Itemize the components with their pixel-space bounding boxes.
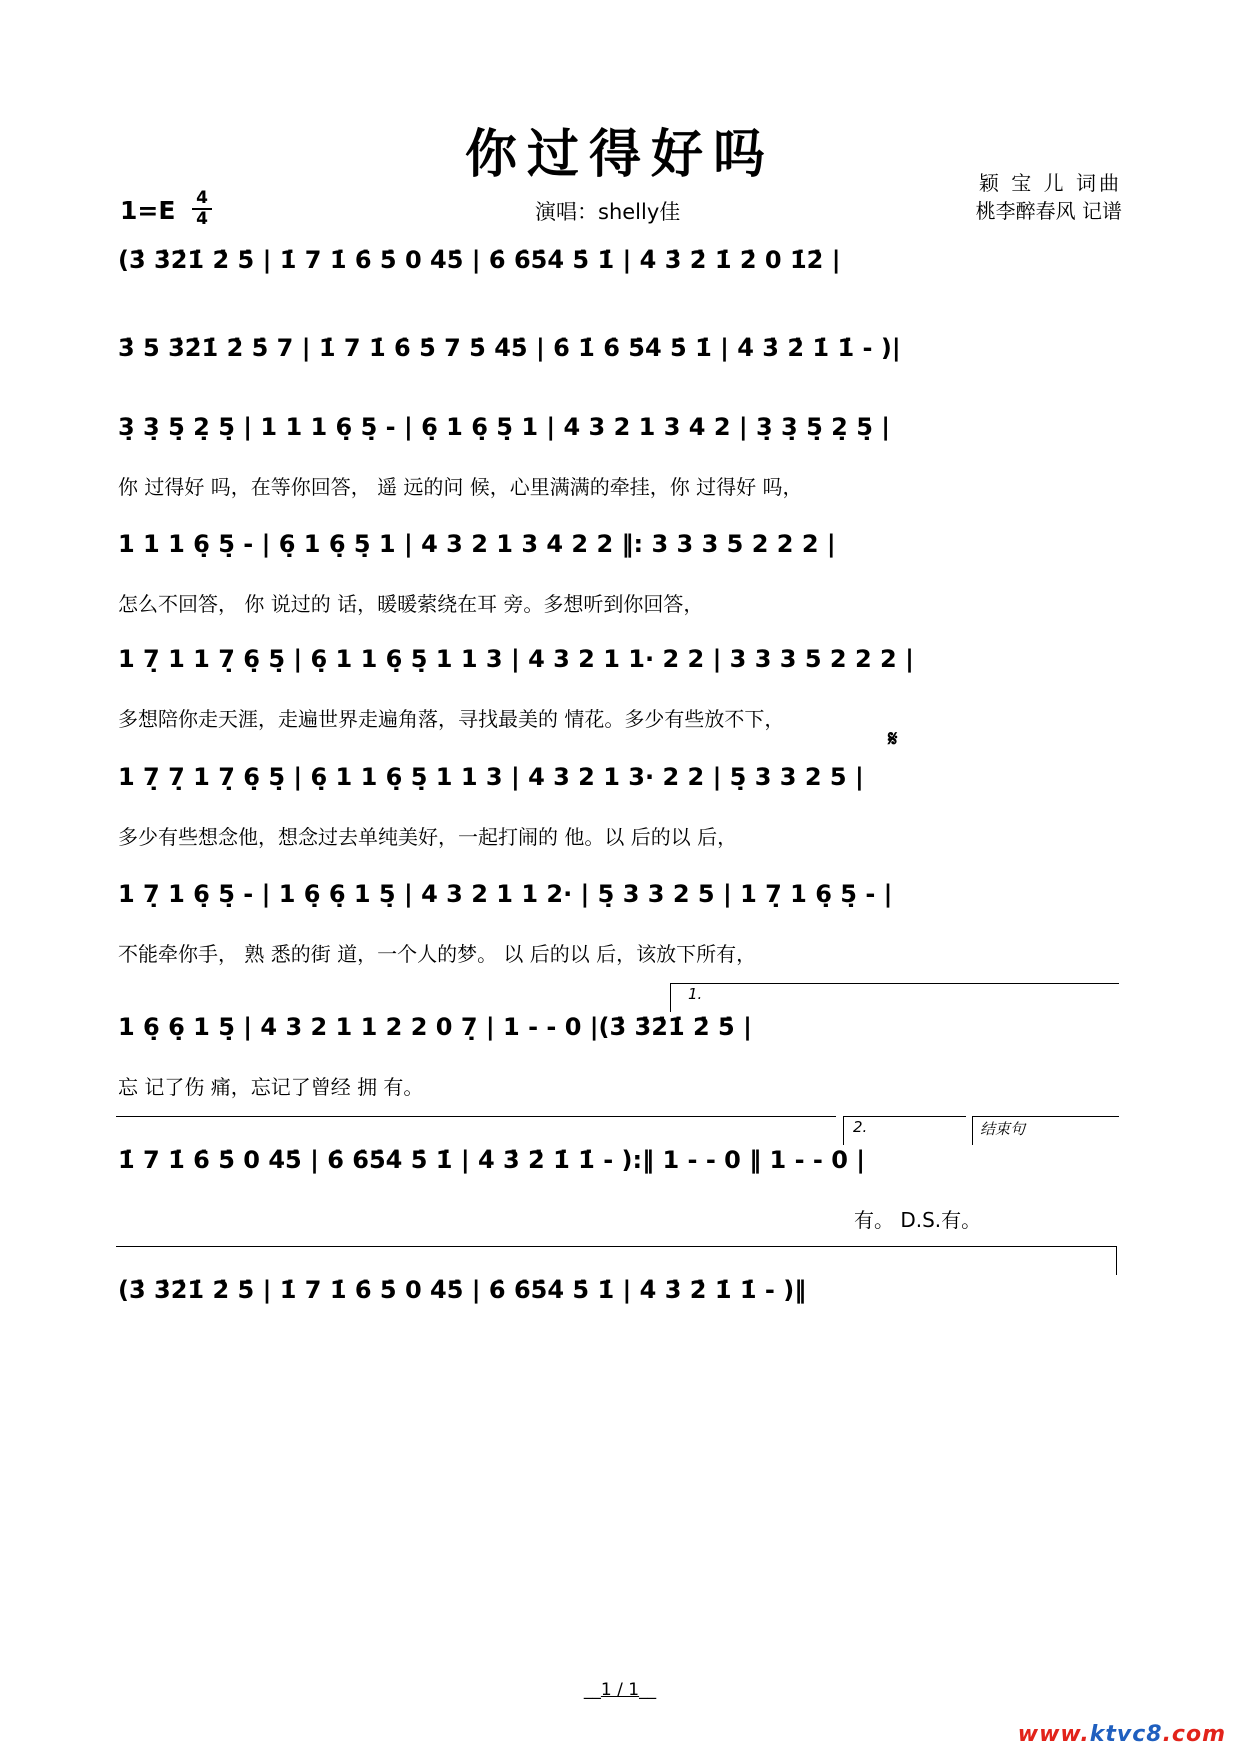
staff-lyrics: 忘 记了伤 痛，忘记了曾经 拥 有。 — [118, 1075, 424, 1099]
staff-notes: 1 1 1 6̣ 5̣ - | 6̣ 1 6̣ 5̣ 1 | 4 3 2 1 3 4 2 2 ‖: 3 3 3 5 2 2 2 | — [118, 530, 836, 558]
segno-sign: 𝄋 — [888, 727, 898, 752]
meter-top: 4 — [196, 188, 208, 208]
coda-bracket — [116, 1246, 1117, 1275]
volta-continuation — [116, 1116, 836, 1145]
staff-lyrics: 有。 D.S.有。 — [854, 1208, 982, 1232]
staff-notes: 3̣ 3̣ 5̣ 2̣ 5̣ | 1 1 1 6̣ 5̣ - | 6̣ 1 6̣ 5̣ 1 | 4 3 2 1 3 4 2 | 3̣ 3̣ 5̣ 2̣ 5̣ | — [118, 413, 891, 441]
staff-lyrics: 你 过得好 吗，在等你回答， 遥 远的问 候，心里满满的牵挂，你 过得好 吗， — [118, 475, 803, 499]
staff-notes: 1 7̣ 1 1 7̣ 6̣ 5̣ | 6̣ 1 1 6̣ 5̣ 1 1 3 | 4 3 2 1 1· 2 2 | 3 3 3 5 2 2 2 | — [118, 645, 914, 673]
volta-label-2: 2. — [853, 1118, 868, 1136]
staff-lyrics: 多想陪你走天涯，走遍世界走遍角落，寻找最美的 情花。多少有些放不下， — [118, 707, 785, 731]
composer-credit: 颖 宝 儿 词曲 — [978, 171, 1122, 195]
watermark-brand: ktvc8 — [1089, 1722, 1163, 1747]
staff-notes: 1 7̣ 7̣ 1 7̣ 6̣ 5̣ | 6̣ 1 1 6̣ 5̣ 1 1 3 | 4 3 2 1 3· 2 2 | 5̣ 3 3 2 5 | — [118, 763, 864, 791]
staff-lyrics: 多少有些想念他，想念过去单纯美好，一起打闹的 他。以 后的以 后， — [118, 825, 738, 849]
staff-lyrics: 不能牵你手， 熟 悉的街 道，一个人的梦。 以 后的以 后，该放下所有， — [118, 942, 757, 966]
site-watermark — [1018, 1722, 1226, 1747]
page-number-text: 1 / 1 — [600, 1680, 640, 1700]
watermark-prefix: www. — [1017, 1722, 1090, 1747]
volta-label-1: 1. — [688, 985, 703, 1003]
watermark-suffix: .com — [1162, 1722, 1226, 1747]
time-signature — [192, 190, 212, 228]
staff-notes: (3̇ 3̇2̇1̇ 2̇ 5̇ | 1̇ 7 1̇ 6̇ 5̇ 0 4̇5̇ | 6̇ 6̇5̇4̇ 5̇ 1̇ | 4̇ 3̇ 2̇ 1̇ 2̇ 0 1̇2̇ | — [118, 246, 841, 274]
volta-bracket-1 — [670, 983, 1119, 1012]
staff-notes: 1̇ 7 1̇ 6̇ 5̇ 0 4̇5̇ | 6̇ 6̇5̇4̇ 5̇ 1̇ | 4̇ 3̇ 2̇ 1̇ 1̇ - ):‖ 1 - - 0 ‖ 1 - - 0 | — [118, 1146, 866, 1174]
staff-notes: 1 7̣ 1 6̣ 5̣ - | 1 6̣ 6̣ 1 5̣ | 4 3 2 1 1 2· | 5̣ 3 3 2 5 | 1 7̣ 1 6̣ 5̣ - | — [118, 880, 893, 908]
transcriber-credit: 桃李醉春风 记谱 — [975, 199, 1122, 223]
page-number: __1 / 1__ — [583, 1680, 657, 1700]
song-title: 你过得好吗 — [464, 124, 775, 185]
singer-credit: 演唱：shelly佳 — [535, 200, 681, 224]
staff-notes: 3̇ 5 3̇2̇1̇ 2̇ 5̇ 7 | 1̇ 7 1̇ 6̇ 5̇ 7 5̇ 4̇5̇ | 6̇ 1̇ 6̇ 5̇4̇ 5̇ 1̇ | 4̇ 3̇ 2̇ 1̇ 1̇ - )| — [118, 334, 901, 362]
staff-notes: 1 6̣ 6̣ 1 5̣ | 4 3 2 1 1 2 2 0 7̣ | 1 - - 0 |(3̇ 3̇2̇1̇ 2̇ 5̇ | — [118, 1013, 752, 1041]
staff-notes: (3̇ 3̇2̇1̇ 2̇ 5̇ | 1̇ 7 1̇ 6̇ 5̇ 0 4̇5̇ | 6̇ 6̇5̇4̇ 5̇ 1̇ | 4̇ 3̇ 2̇ 1̇ 1̇ - )‖ — [118, 1276, 807, 1304]
staff-lyrics: 怎么不回答， 你 说过的 话，暖暖萦绕在耳 旁。多想听到你回答， — [118, 592, 704, 616]
meter-bottom: 4 — [196, 209, 208, 229]
key-signature: 1=E — [120, 196, 176, 225]
ending-label: 结束句 — [980, 1120, 1026, 1138]
